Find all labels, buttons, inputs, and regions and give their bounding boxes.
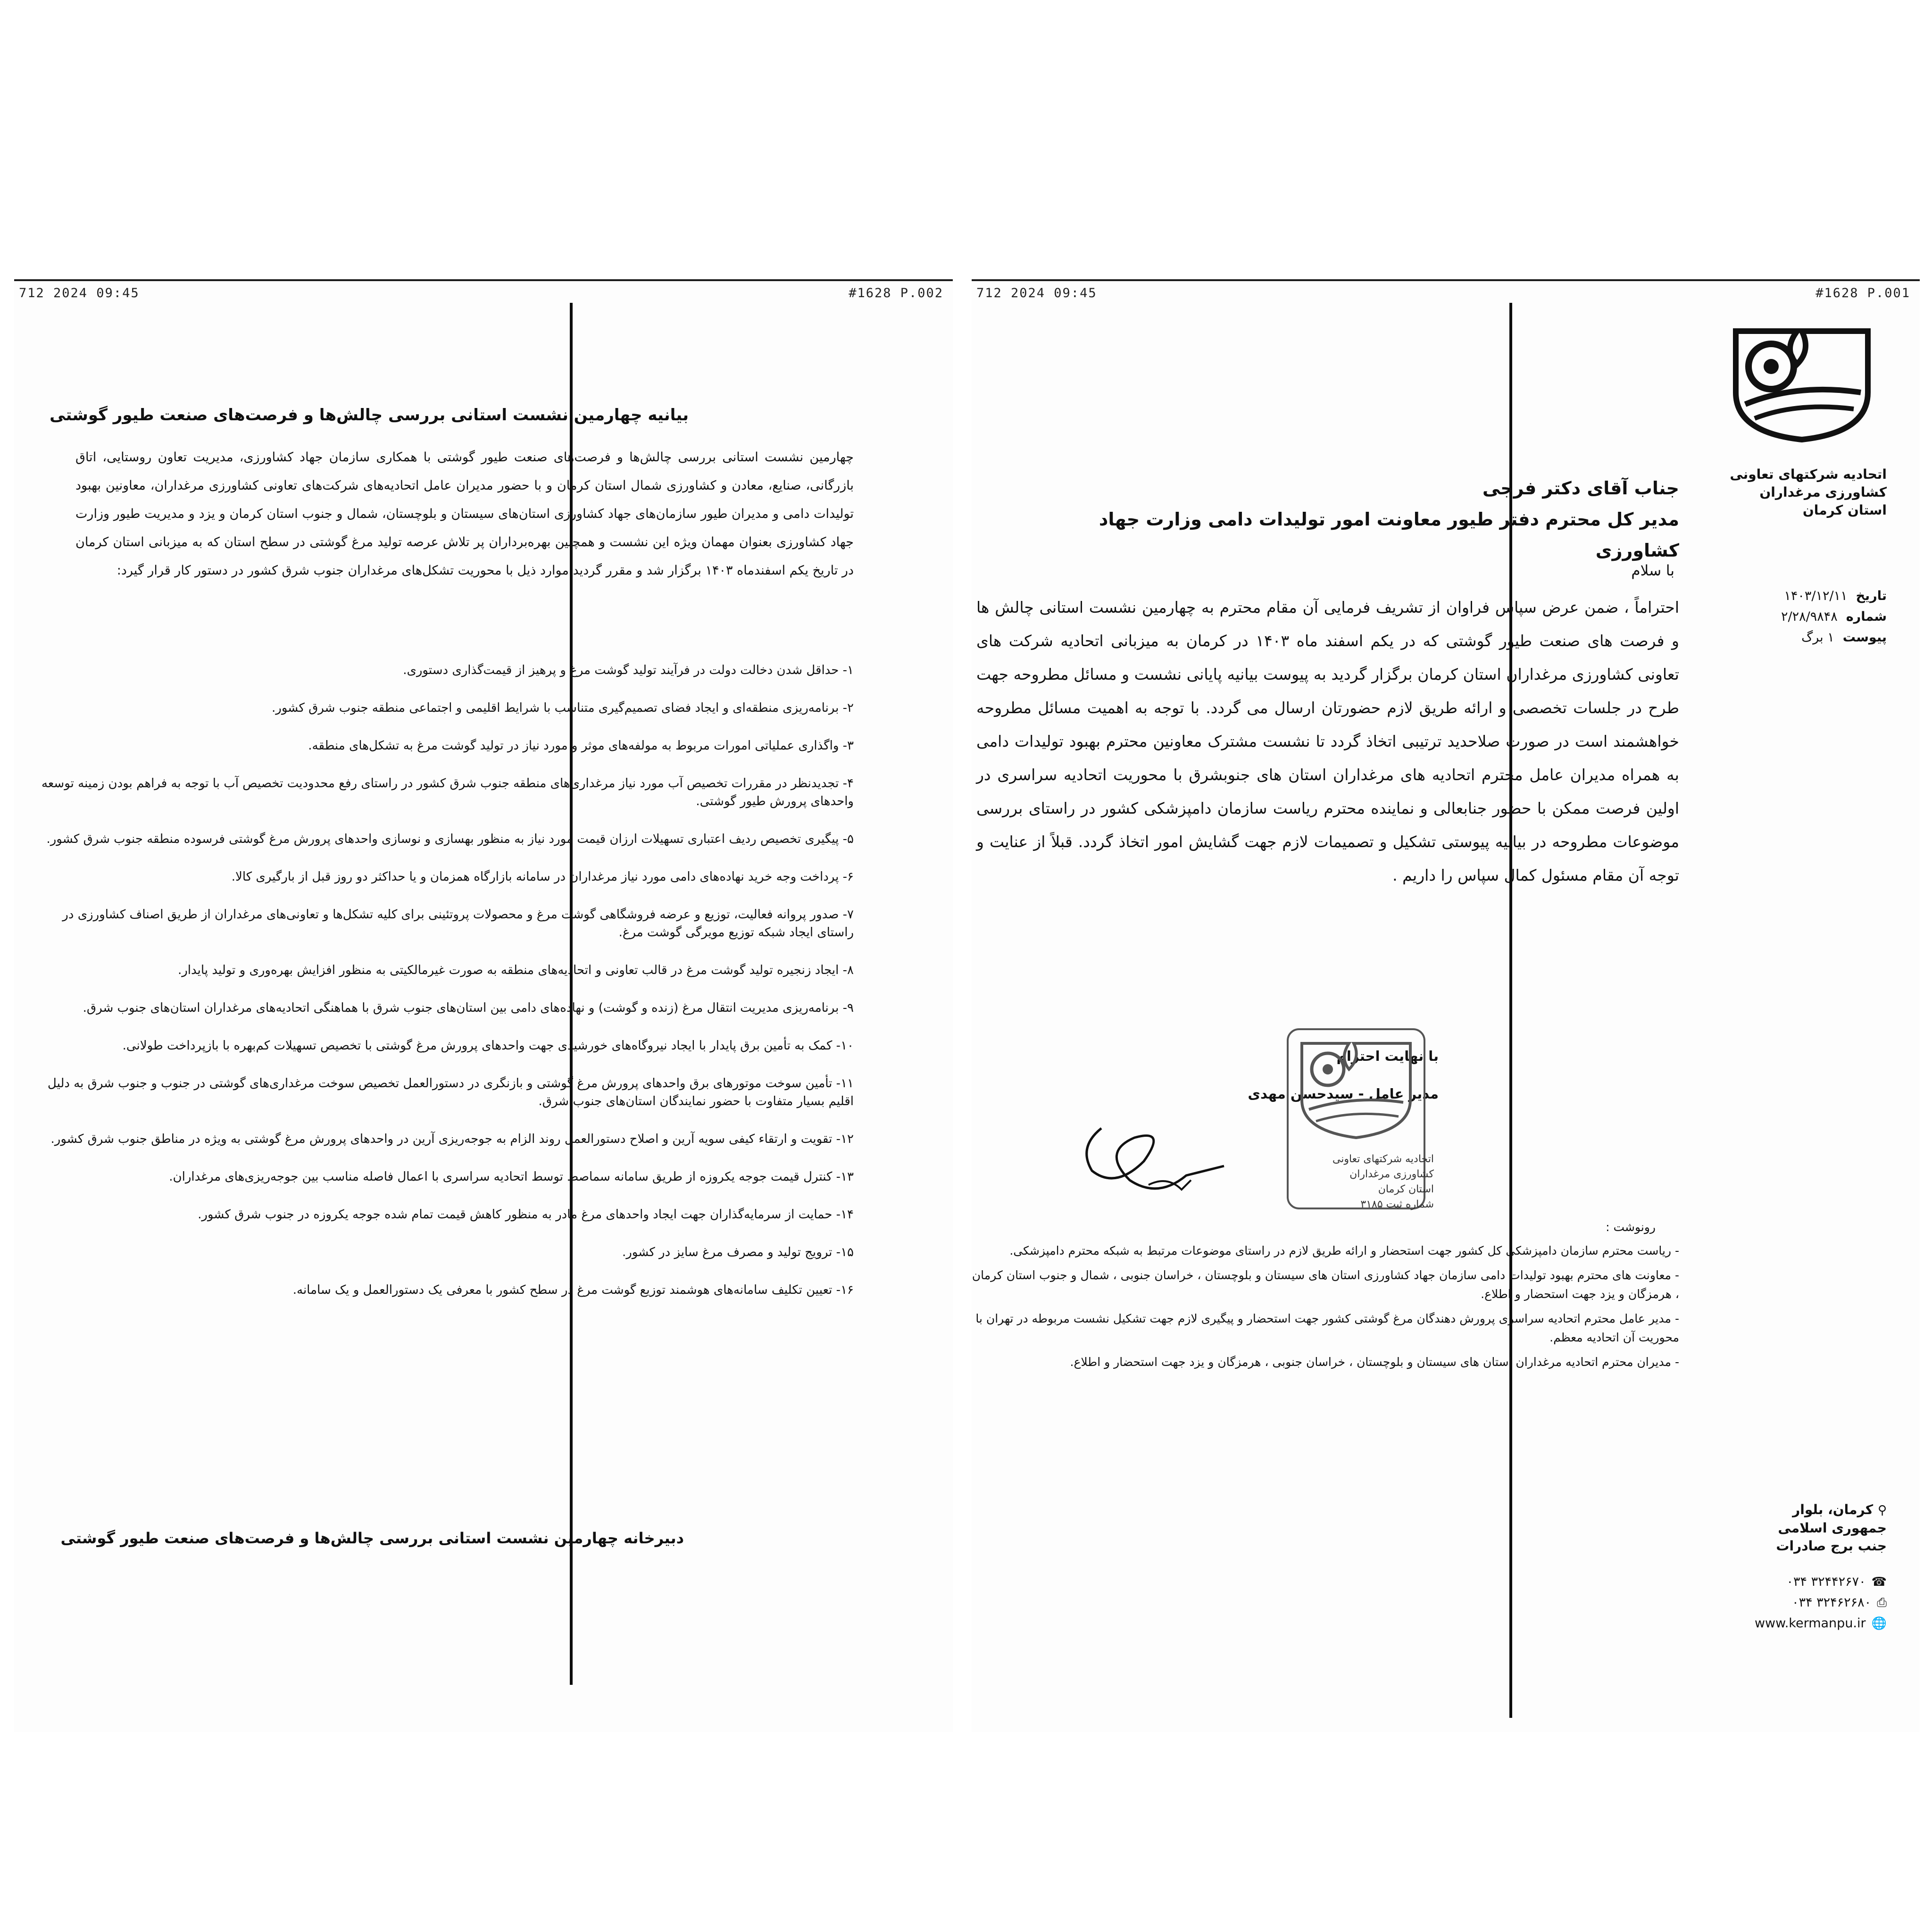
stamp-line: شماره ثبت ۳۱۸۵ [1360, 1199, 1434, 1210]
website-row [1707, 1613, 1887, 1634]
list-item: ۹- برنامه‌ریزی مدیریت انتقال مرغ (زنده و گوشت) و نهاده‌های دامی بین استان‌های جنوب شرق با هماهنگی اتحادیه‌های مرغداران استان‌های جنوب شرق. [83, 1001, 854, 1015]
stamp-line: اتحادیه شرکتهای تعاونی [1332, 1153, 1434, 1165]
list-item: ۶- پرداخت وجه خرید نهاده‌های دامی مورد نیاز مرغداران در سامانه بازارگاه همزمان و یا حداکثر دو روز قبل از بارگیری کالا. [231, 870, 854, 884]
list-item: ۲- برنامه‌ریزی منطقه‌ای و ایجاد فضای تصمیم‌گیری متناسب با شرایط اقلیمی و اجتماعی منطقه جنوب شرق کشور. [272, 701, 854, 715]
globe-icon: 🌐 [1871, 1616, 1887, 1631]
fax-date: 712 2024 09:45 [19, 286, 140, 300]
statement-title: بیانیه چهارمین نشست استانی بررسی چالش‌ها و فرصت‌های صنعت طیور گوشتی [50, 406, 689, 425]
number-label: شماره [1846, 609, 1887, 624]
attachment-value: ۱ برگ [1801, 630, 1834, 645]
number-value: ۲/۲۸/۹۸۴۸ [1781, 609, 1838, 624]
attachment-row [1707, 627, 1887, 648]
date-row [1707, 586, 1887, 607]
fax-row [1707, 1592, 1887, 1613]
date-value: ۱۴۰۳/۱۲/۱۱ [1784, 589, 1848, 603]
list-item: ۴- تجدیدنظر در مقررات تخصیص آب مورد نیاز مرغداری‌های منطقه جنوب شرق کشور در راستای رفع محدودیت تخصیص آب با توجه به فراهم بودن زمینه توسعه واحدهای پرورش طیور گوشتی. [41, 776, 854, 808]
fax-header-rule [14, 279, 953, 281]
address-line: جمهوری اسلامی [1778, 1520, 1887, 1536]
stamp-text [1283, 1152, 1434, 1212]
fax-header [972, 286, 1920, 302]
list-item: ۱۳- کنترل قیمت جوجه یکروزه از طریق سامانه سماصط توسط اتحادیه سراسری با اعمال فاصله مناسب بین جوجه‌ریزی‌های مرغداران. [169, 1170, 854, 1184]
list-item: ۵- پیگیری تخصیص ردیف اعتباری تسهیلات ارزان قیمت مورد نیاز به منظور بهسازی و نوسازی واحدهای پرورش مرغ گوشتی فرسوده منطقه جنوب شرق کشور. [46, 832, 854, 846]
phone-row [1707, 1572, 1887, 1592]
statement-page [14, 279, 953, 1732]
website: www.kermanpu.ir [1754, 1616, 1866, 1631]
secretariat-signature: دبیرخانه چهارمین نشست استانی بررسی چالش‌ها و فرصت‌های صنعت طیور گوشتی [60, 1529, 684, 1547]
stamp-line: استان کرمان [1378, 1183, 1434, 1195]
org-name-line: استان کرمان [1802, 502, 1887, 518]
list-item: ۷- صدور پروانه فعالیت، توزیع و عرضه فروشگاهی گوشت مرغ و محصولات پروتئینی برای کلیه تشکل‌ها و تعاونی‌های مرغداران از طریق اصناف کشاورزی در راستای ایجاد شبکه توزیع مویرگی گوشت مرغ. [62, 908, 854, 940]
list-item: ۳- واگذاری عملیاتی امورات مربوط به مولفه‌های موثر و مورد نیاز در تولید گوشت مرغ به تشکل‌های منطقه. [308, 739, 854, 753]
fax-page-number: #1628 P.002 [849, 286, 943, 300]
union-logo-icon [1726, 322, 1877, 444]
fax-header-rule [972, 279, 1920, 281]
cover-letter-page [972, 279, 1920, 1732]
address-line-text: کرمان، بلوار [1792, 1502, 1874, 1517]
signer-name: مدیر عامل - سیدحسن مهدی [1248, 1086, 1439, 1102]
list-item: ۱۰- کمک به تأمین برق پایدار با ایجاد نیروگاه‌های خورشیدی جهت واحدهای پرورش مرغ گوشتی با تخصیص تسهیلات کم‌بهره با بازپرداخت طولانی. [122, 1039, 854, 1053]
cc-list [972, 1241, 1679, 1377]
list-item: - مدیر عامل محترم اتحادیه سراسری پرورش دهندگان مرغ گوشتی کشور جهت استحضار و پیگیری لازم جهت تشکیل نشست مربوطه در تهران با محوریت آن اتحادیه معظم. [975, 1312, 1679, 1344]
number-row [1707, 607, 1887, 627]
list-item: ۱۱- تأمین سوخت موتورهای برق واحدهای پرورش مرغ گوشتی و بازنگری در دستورالعمل تخصیص سوخت مرغداری‌های گوشتی در جنوب و جنوب شرق به دلیل اقلیم بسیار متفاوت با حضور نمایندگان استان‌های جنوب شرق. [47, 1076, 854, 1108]
phone-icon: ☎ [1871, 1575, 1887, 1589]
list-item: ۱۲- تقویت و ارتقاء کیفی سویه آرین و اصلاح دستورالعمل روند الزام به جوجه‌ریزی آرین در واحدهای پرورش مرغ گوشتی به ویژه در مناطق جنوب شرق کشور. [50, 1132, 854, 1146]
letter-meta [1707, 586, 1887, 648]
list-item: ۸- ایجاد زنجیره تولید گوشت مرغ در قالب تعاونی و اتحادیه‌های منطقه به صورت غیرمالکیتی به منظور افزایش بهره‌وری و تولید پایدار. [177, 963, 854, 977]
org-name-line: کشاورزی مرغداران [1759, 484, 1887, 500]
recipient-title: مدیر کل محترم دفتر طیور معاونت امور تولیدات دامی وزارت جهاد کشاورزی [1099, 509, 1679, 561]
handwritten-signature [1073, 1109, 1229, 1204]
recipient-block [1019, 473, 1679, 566]
phone-number: ۰۳۴ ۳۲۴۴۲۶۷۰ [1786, 1574, 1866, 1589]
recipient-name: جناب آقای دکتر فرجی [1482, 478, 1679, 499]
attachment-label: پیوست [1842, 630, 1887, 645]
fax-icon: ⎙ [1877, 1596, 1887, 1610]
fax-header [14, 286, 953, 302]
location-pin-icon: ⚲ [1877, 1503, 1887, 1517]
statement-intro: چهارمین نشست استانی بررسی چالش‌ها و فرصت‌های صنعت طیور گوشتی با همکاری سازمان جهاد کشاورزی، مدیریت تعاون روستایی، اتاق بازرگانی، صنایع، معادن و کشاورزی شمال استان کرمان و با حضور مدیران عامل اتحادیه‌های شرکت‌های تعاونی کشاورزی مرغداران، معاونین بهبود تولیدات دامی و مدیران طیور سازمان‌های جهاد کشاورزی استان‌های سیستان و بلوچستان، شمال و جنوب استان کرمان و یزد و مدیریت طیور وزارت جهاد کشاورزی بعنوان مهمان ویژه این نشست و همچنین بهره‌برداران پر تلاش عرصه تولید مرغ گوشتی در سطح استان که به میزبانی استان کرمان در تاریخ یکم اسفندماه ۱۴۰۳ برگزار شد و مقرر گردید موارد ذیل با محوریت تشکل‌های مرغداران جنوب شرق کشور در دستور کار قرار گیرد: [75, 450, 854, 578]
org-name-line: اتحادیه شرکتهای تعاونی [1730, 466, 1887, 482]
list-item: ۱۶- تعیین تکلیف سامانه‌های هوشمند توزیع گوشت مرغ در سطح کشور با معرفی یک دستورالعمل و یک سامانه. [292, 1283, 854, 1297]
list-item: - معاونت های محترم بهبود تولیدات دامی سازمان جهاد کشاورزی استان های سیستان و بلوچستان ، خراسان جنوبی ، شمال و جنوب استان کرمان ، هرمزگان و یزد جهت استحضار و اطلاع. [972, 1268, 1679, 1301]
fax-date: 712 2024 09:45 [976, 286, 1097, 300]
list-item: ۱۴- حمایت از سرمایه‌گذاران جهت ایجاد واحدهای مرغ مادر به منظور کاهش قیمت تمام شده جوجه یکروزه در جنوب شرق کشور. [198, 1208, 854, 1222]
address-line: جنب برج صادرات [1776, 1538, 1887, 1554]
greeting: با سلام [1631, 562, 1674, 579]
list-item: ۱- حداقل شدن دخالت دولت در فرآیند تولید گوشت مرغ و پرهیز از قیمت‌گذاری دستوری. [403, 663, 854, 677]
fax-number: ۰۳۴ ۳۲۴۶۲۶۸۰ [1792, 1595, 1872, 1610]
resolution-list [33, 661, 854, 1319]
fax-page-number: #1628 P.001 [1815, 286, 1910, 300]
org-name [1707, 466, 1887, 519]
list-item: - ریاست محترم سازمان دامپزشکی کل کشور جهت استحضار و ارائه طریق لازم در راستای موضوعات مرتبط به شبکه محترم دامپزشکی. [1009, 1244, 1679, 1257]
stamp-line: کشاورزی مرغداران [1349, 1168, 1434, 1180]
contacts [1707, 1572, 1887, 1634]
cc-title: رونوشت : [1606, 1220, 1656, 1234]
address [1707, 1501, 1887, 1555]
closing: با نهایت احترام [1336, 1048, 1439, 1064]
date-label: تاریخ [1856, 589, 1887, 603]
address-line [1707, 1501, 1887, 1519]
letter-body: احتراماً ، ضمن عرض سپاس فراوان از تشریف فرمایی آن مقام محترم به چهارمین نشست استانی چالش ها و فرصت های صنعت طیور گوشتی که در یکم اسفند ماه ۱۴۰۳ در کرمان به میزبانی اتحادیه شرکت های تعاونی کشاورزی مرغداران استان کرمان برگزار گردید به پیوست بیانیه پایانی نشست و مسائل مطروحه جهت طرح در جلسات تخصصی و ارائه طریق لازم حضورتان ارسال می گردد. با توجه به اهمیت مسائل مطروحه خواهشمند است در صورت صلاحدید ترتیبی اتخاذ گردد تا نشست مشترک معاونین محترم بهبود تولیدات دامی به همراه مدیران عامل محترم اتحادیه های مرغداران استان های جنوبشرق با محوریت اتحادیه سراسری در اولین فرصت ممکن با حضور جنابعالی و نماینده محترم ریاست سازمان دامپزشکی کشور در راستای بررسی موضوعات مطروحه در بیانیه پیوستی تشکیل و تصمیمات لازم جهت گشایش امور اتخاذ گردد. قبلاً از عنایت و توجه آن مقام مسئول کمال سپاس را داریم . [976, 598, 1679, 884]
list-item: - مدیران محترم اتحادیه مرغداران استان های سیستان و بلوچستان ، خراسان جنوبی ، هرمزگان و یزد جهت استحضار و اطلاع. [1070, 1355, 1679, 1369]
list-item: ۱۵- ترویج تولید و مصرف مرغ سایز در کشور. [622, 1245, 854, 1259]
